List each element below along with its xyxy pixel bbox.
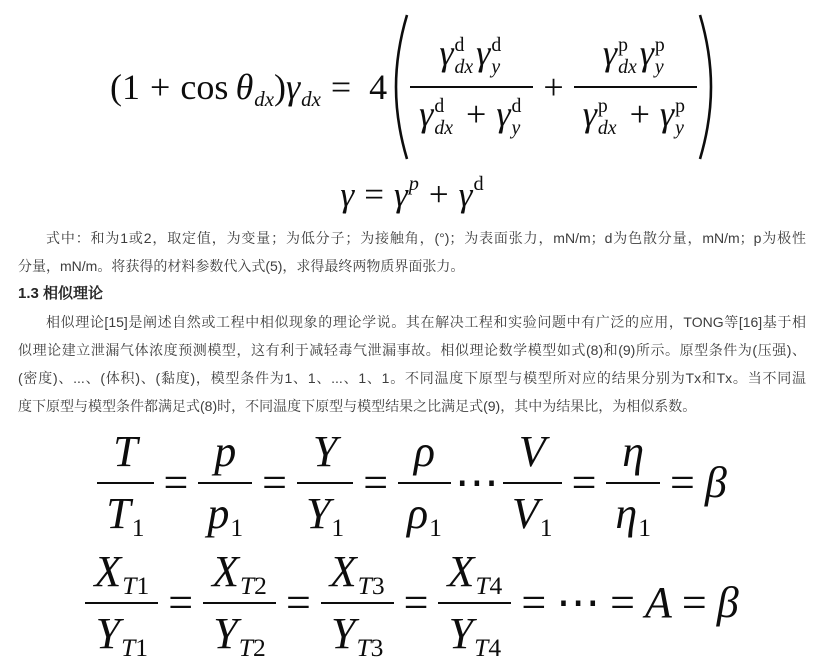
supsub-stack [618, 35, 637, 78]
cos-function: cos [180, 67, 229, 107]
coefficient-four: 4 [369, 67, 388, 107]
gamma-symbol: γ [340, 174, 355, 214]
gamma-symbol: γ [439, 32, 454, 73]
denominator-symbol: η [615, 489, 638, 538]
denominator-symbol: T [106, 489, 131, 538]
superscript-d: d [511, 95, 522, 118]
equals-sign: = [364, 174, 384, 214]
denominator-symbol: ρ [407, 489, 429, 538]
theta-symbol: θ [235, 67, 254, 107]
ratio-fraction [97, 427, 153, 543]
plus-operator: + [629, 94, 650, 134]
subscript-1: 1 [429, 513, 442, 543]
superscript-p: p [675, 95, 685, 118]
numerator: p [214, 427, 237, 476]
subscript-dx: dx [618, 55, 637, 78]
supsub-stack [655, 35, 665, 78]
ratio-fraction [203, 546, 276, 662]
numerator: Y [312, 427, 338, 476]
ratio-fraction [503, 427, 562, 543]
denominator-symbol: Y [305, 489, 331, 538]
equals-sign: = [571, 458, 597, 507]
denominator [97, 482, 153, 543]
equals-sign: = [262, 458, 287, 507]
ratio-fraction [398, 427, 451, 543]
fraction-numerator [574, 33, 697, 86]
ratio-fraction [606, 427, 660, 543]
equation-similarity-ratios [0, 424, 824, 542]
superscript-p: p [618, 34, 628, 57]
subscript-digit: 2 [254, 570, 267, 600]
equals-sign: = [285, 577, 311, 627]
subscript-letter: T [239, 570, 255, 600]
subscript-1: 1 [331, 513, 345, 543]
numerator [203, 548, 276, 602]
numerator: η [622, 427, 645, 476]
equals-sign: = [681, 577, 707, 627]
paragraph-line: 式中：和为1或2，取定值，为变量；为低分子；为接触角，(°)；为表面张力，mN/m；d为色散分量，mN/m；p为极性 [46, 230, 806, 246]
equation-gamma-sum [0, 168, 824, 220]
numerator [438, 548, 511, 602]
denominator-symbol: p [207, 489, 230, 538]
subscript-1: 1 [539, 513, 553, 543]
denominator [203, 602, 276, 662]
subscript-y: y [491, 55, 501, 78]
denominator [398, 482, 451, 543]
cdots-symbol: ⋯ [454, 458, 499, 507]
subscript-letter: T [238, 632, 253, 662]
subscript-digit: 4 [488, 632, 502, 662]
equation-lhs [110, 67, 389, 111]
subscript-y: y [675, 116, 684, 139]
subscript-digit: 1 [136, 570, 150, 600]
paragraph-line: 似理论建立泄漏气体浓度预测模型，这有利于减轻毒气泄漏事故。相似理论数学模型如式(8)和(9)所示。原型条件为(压强)、 [18, 342, 806, 358]
dispersive-fraction [410, 33, 533, 141]
gamma-symbol: γ [458, 174, 473, 214]
plus-operator: + [150, 67, 171, 107]
plus-operator: + [428, 174, 449, 214]
denominator-symbol: Y [95, 608, 121, 658]
beta-symbol: β [704, 458, 727, 507]
superscript-d: d [473, 172, 484, 195]
supsub-stack [455, 35, 474, 78]
supsub-stack [598, 96, 617, 139]
subscript-1: 1 [230, 513, 244, 543]
subscript-digit: 3 [371, 570, 385, 600]
gamma-subscript: dx [301, 86, 321, 111]
subscript-y: y [511, 116, 521, 139]
supsub-stack [434, 96, 453, 139]
denominator-symbol: V [511, 489, 539, 538]
numerator-symbol: X [329, 546, 357, 596]
A-symbol: A [644, 577, 672, 627]
cdots-symbol: ⋯ [556, 577, 601, 627]
ratio-fraction [85, 546, 158, 662]
close-paren: ) [273, 67, 286, 107]
denominator [198, 482, 252, 543]
equals-sign: = [669, 458, 695, 507]
supsub-stack [512, 96, 522, 139]
polar-fraction [574, 33, 697, 141]
paragraph-line: 分量，mN/m。将获得的材料参数代入式(5)，求得最终两物质界面张力。 [18, 258, 465, 274]
subscript-dx: dx [434, 116, 454, 139]
subscript-dx: dx [597, 116, 617, 139]
subscript-T4 [475, 571, 502, 600]
denominator-symbol: Y [448, 608, 474, 658]
gamma-symbol: γ [659, 94, 675, 134]
denominator [297, 482, 353, 543]
equation-surface-tension [0, 6, 824, 168]
subscript-T2 [239, 633, 266, 662]
numerator-symbol: X [447, 546, 475, 596]
big-paren-left-icon [393, 12, 410, 162]
gamma-symbol: γ [285, 67, 301, 107]
gamma-symbol: γ [496, 94, 511, 134]
numerator: V [518, 427, 546, 476]
gamma-symbol: γ [393, 174, 408, 214]
ratio-fraction [198, 427, 252, 543]
body-text-section [0, 220, 824, 420]
subscript-letter: T [121, 632, 136, 662]
numerator: T [113, 427, 138, 476]
subscript-letter: T [357, 570, 372, 600]
ratio-fraction [321, 546, 394, 662]
subscript-digit: 3 [370, 632, 384, 662]
numerator: ρ [413, 427, 436, 476]
numerator-symbol: X [212, 546, 239, 596]
equals-sign: = [610, 577, 635, 627]
section-heading-1-3: 1.3 相似理论 [18, 285, 104, 302]
big-paren-right-icon [697, 12, 714, 162]
subscript-T1 [122, 571, 149, 600]
supsub-stack [675, 96, 685, 139]
superscript-p: p [408, 172, 419, 195]
subscript-digit: 1 [135, 632, 149, 662]
ratio-fraction [297, 427, 353, 543]
subscript-T1 [121, 633, 148, 662]
fraction-denominator [574, 86, 697, 141]
subscript-dx: dx [454, 55, 474, 78]
subscript-T3 [356, 633, 383, 662]
ratio-fraction [438, 546, 511, 662]
gamma-symbol: γ [602, 32, 618, 73]
subscript-letter: T [474, 632, 489, 662]
theta-subscript: dx [254, 86, 274, 111]
subscript-T3 [358, 571, 385, 600]
denominator [438, 602, 511, 662]
subscript-letter: T [356, 632, 371, 662]
fraction-numerator [410, 33, 533, 86]
equals-sign: = [363, 458, 389, 507]
beta-symbol: β [716, 577, 739, 627]
subscript-letter: T [122, 570, 137, 600]
math-token: (1 [110, 67, 141, 107]
superscript-p: p [597, 95, 608, 118]
supsub-stack [491, 35, 501, 78]
subscript-digit: 2 [252, 632, 266, 662]
numerator [85, 548, 158, 602]
plus-operator: + [543, 67, 564, 107]
gamma-symbol: γ [582, 94, 597, 134]
superscript-p: p [654, 34, 665, 57]
denominator [321, 602, 394, 662]
gamma-symbol: γ [476, 32, 491, 73]
denominator [606, 482, 660, 543]
equals-sign: = [330, 67, 352, 107]
subscript-T2 [240, 571, 267, 600]
subscript-T4 [474, 633, 501, 662]
subscript-1: 1 [131, 513, 145, 543]
denominator [85, 602, 158, 662]
superscript-d: d [434, 95, 445, 118]
equals-sign: = [521, 577, 547, 627]
superscript-d: d [454, 34, 465, 57]
numerator-symbol: X [94, 546, 122, 596]
subscript-digit: 4 [489, 570, 503, 600]
subscript-letter: T [475, 570, 490, 600]
equals-sign: = [168, 577, 194, 627]
gamma-symbol: γ [639, 32, 654, 73]
paragraph-line: 度下原型与模型条件都满足式(8)时，不同温度下原型与模型结果之比满足式(9)，其中为结果比，为相似系数。 [18, 398, 697, 414]
denominator-symbol: Y [330, 608, 356, 658]
equation-result-ratios [0, 542, 824, 663]
subscript-1: 1 [638, 513, 651, 543]
gamma-symbol: γ [419, 94, 434, 134]
equals-sign: = [163, 458, 189, 507]
subscript-y: y [654, 55, 664, 78]
denominator [503, 482, 562, 543]
numerator [321, 548, 394, 602]
fraction-denominator [410, 86, 533, 141]
plus-operator: + [466, 94, 487, 134]
superscript-d: d [491, 34, 502, 57]
equals-sign: = [403, 577, 429, 627]
denominator-symbol: Y [213, 608, 238, 658]
paragraph-line: (密度)、...、(体积)、(黏度)，模型条件为1、1、...、1、1。不同温度下原型与模型所对应的结果分别为Tx和Tx。当不同温 [18, 370, 806, 386]
paragraph-line: 相似理论[15]是阐述自然或工程中相似现象的理论学说。其在解决工程和实验问题中有广泛的应用，TONG等[16]基于相 [46, 314, 806, 330]
